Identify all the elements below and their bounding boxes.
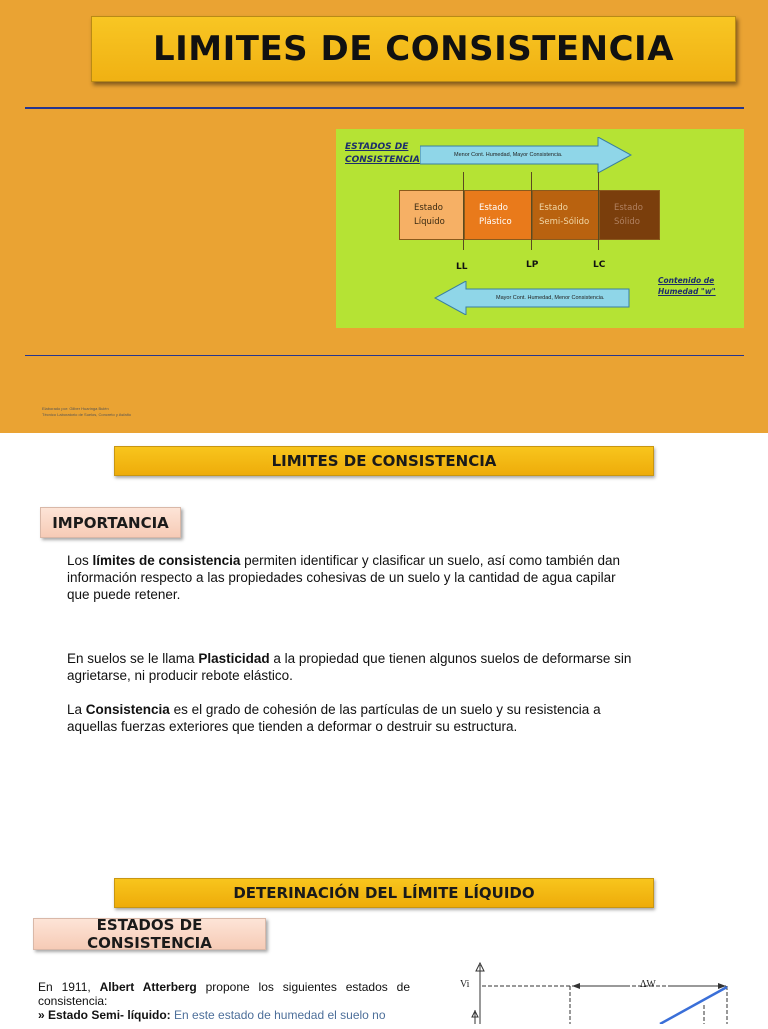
graph-canvas: [460, 955, 760, 1024]
bullet-semiliquid-title: » Estado Semi- líquido:: [38, 1008, 171, 1022]
atterberg-bold: Albert Atterberg: [99, 980, 197, 994]
divider-bottom: [25, 355, 744, 356]
graph-label-dw: ΔW: [640, 979, 656, 990]
moisture-label: [658, 275, 738, 297]
slide-footer: [42, 406, 131, 418]
paragraph-plasticity: [67, 650, 637, 684]
consistency-states-diagram: [336, 129, 744, 328]
p1-bold: límites de consistencia: [92, 553, 241, 568]
atterberg-text-a: En 1911,: [38, 980, 100, 994]
p2-bold: Plasticidad: [198, 651, 270, 666]
p3-bold: Consistencia: [85, 702, 170, 717]
limit-lc: LC: [593, 260, 606, 270]
volume-moisture-graph: [460, 955, 760, 1024]
state-liquid: Estado Líquido: [399, 190, 464, 240]
tag-consistency-states: ESTADOS DE CONSISTENCIA: [33, 918, 266, 950]
section-header-liquid-limit: DETERINACIÓN DEL LÍMITE LÍQUIDO: [114, 878, 654, 908]
slide-title: [0, 0, 768, 433]
diagram-title-line2: CONSISTENCIA: [345, 155, 420, 165]
p3-text-c: es el grado de cohesión de las partículas de un suelo y su resistencia a aquellas fuerzas exteriores que tienden a deformar o destruir su estructura.: [67, 702, 601, 734]
p2-text-c: a la propiedad que tienen algunos suelos de deformarse sin agrietarse, ni producir rebote elástico.: [67, 651, 632, 683]
arrow-bottom-label: Mayor Cont. Humedad, Menor Consistencia.: [496, 295, 605, 301]
slide-title-text: LIMITES DE CONSISTENCIA: [152, 29, 675, 69]
state-plastic: Estado Plástico: [464, 190, 532, 240]
atterberg-text-c: propone los siguientes estados de consistencia:: [38, 980, 410, 1008]
paragraph-limits: [67, 552, 637, 603]
limit-tick-ll: [463, 172, 464, 250]
p3-text-a: La: [67, 702, 86, 717]
states-row: [399, 190, 660, 240]
graph-label-vi: Vi: [460, 979, 470, 990]
limit-lp: LP: [526, 260, 539, 270]
moisture-label-line1: Contenido de: [658, 276, 715, 285]
paragraph-consistency: [67, 701, 637, 735]
tag-importance: IMPORTANCIA: [40, 507, 181, 538]
limit-tick-lc: [598, 172, 599, 250]
p1-text-c: permiten identificar y clasificar un suelo, así como también dan información respecto a las propiedades cohesivas de un suelo y la cantidad de agua capilar que puede retener.: [67, 553, 621, 602]
p1-text-a: Los: [67, 553, 93, 568]
diagram-title: [345, 141, 425, 167]
limit-tick-lp: [531, 172, 532, 250]
footer-line1: Elaborado por: Gilber Huaringa Bulén: [42, 406, 109, 411]
p2-text-a: En suelos se le llama: [67, 651, 199, 666]
section-header-limits: LIMITES DE CONSISTENCIA: [114, 446, 654, 476]
moisture-label-line2: Humedad "w": [658, 287, 716, 296]
footer-line2: Técnico Laboratorio de Suelos, Concreto y Asfalto: [42, 412, 131, 417]
title-banner: [91, 16, 736, 82]
paragraph-atterberg: [38, 980, 410, 1022]
bullet-semiliquid-text: En este estado de humedad el suelo no: [170, 1008, 386, 1022]
diagram-title-line1: ESTADOS DE: [345, 142, 409, 152]
state-semisolid: Estado Semi-Sólido: [532, 190, 599, 240]
state-solid: Estado Sólido: [599, 190, 660, 240]
divider-top: [25, 107, 744, 109]
arrow-top-label: Menor Cont. Humedad, Mayor Consistencia.: [454, 152, 563, 158]
limit-ll: LL: [456, 262, 468, 272]
